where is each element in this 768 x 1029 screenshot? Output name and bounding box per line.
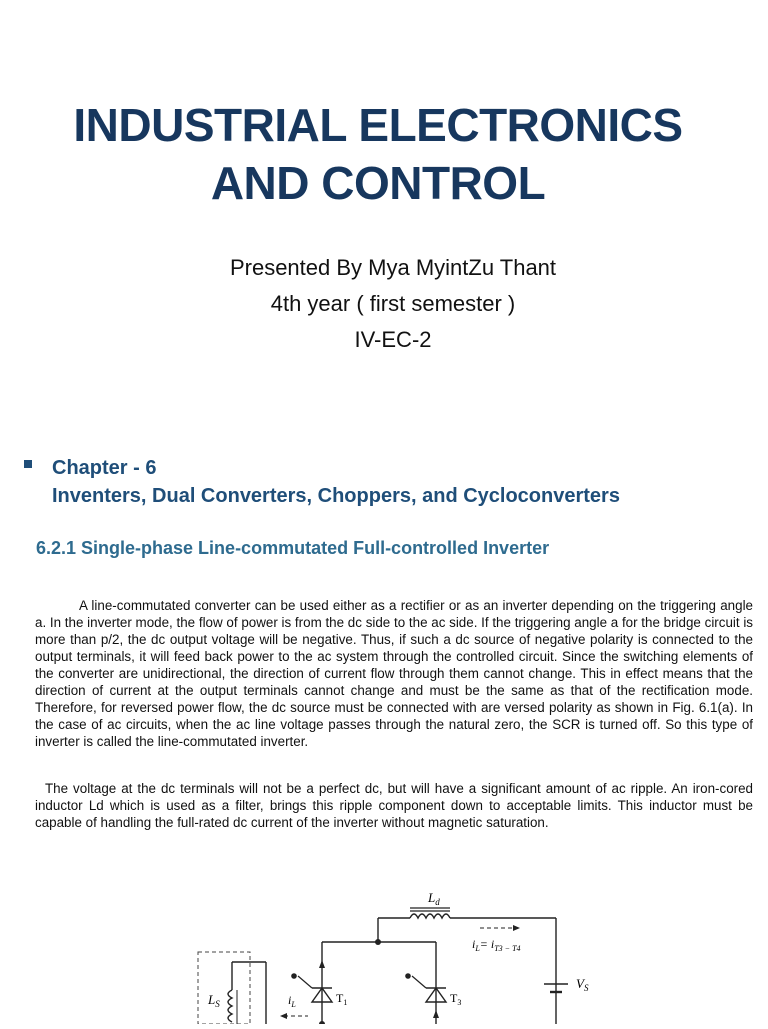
presenter-name: Presented By Mya MyintZu Thant — [229, 255, 557, 280]
chapter-topics: Inventers, Dual Converters, Choppers, and Cycloconverters — [52, 485, 620, 507]
thyristor-t1 — [291, 973, 332, 1002]
title-line-1: INDUSTRIAL ELECTRONICS — [73, 99, 683, 151]
circuit-figure — [180, 890, 594, 1024]
title-line-2: AND CONTROL — [210, 157, 546, 209]
label-t1: $T_1$ — [336, 991, 348, 1007]
paragraph-2: The voltage at the dc terminals will not be a perfect dc, but will have a significant amount of ac ripple. An iron-cored inductor Ld which is used as a filter, brings this ripple component down to acceptable limits. This inductor must be capable of handling the full-rated dc current of the inverter without magnetic saturation. — [35, 781, 753, 830]
inductor-ls — [228, 962, 237, 1024]
label-vs: $V_S$ — [576, 976, 589, 993]
section-heading: 6.2.1 Single-phase Line-commutated Full-controlled Inverter — [36, 538, 550, 558]
label-t3: $T_3$ — [450, 991, 462, 1007]
bullet-square-icon — [24, 460, 32, 468]
slide-title — [0, 96, 756, 212]
junction-dot — [375, 939, 381, 945]
thyristor-t3 — [405, 973, 446, 1002]
ac-source-box — [198, 952, 250, 1024]
label-ls: $L_S$ — [208, 992, 220, 1009]
presenter-block — [0, 250, 768, 358]
label-il-eq: $i_L= i_{T3 - T4}$ — [472, 937, 521, 953]
label-ld: $L_d$ — [428, 890, 440, 907]
presenter-year: 4th year ( first semester ) — [270, 291, 516, 316]
inverter-circuit-diagram — [180, 890, 594, 1024]
presenter-class: IV-EC-2 — [354, 327, 432, 352]
chapter-bullet-item — [24, 454, 620, 510]
label-il: $i_L$ — [288, 993, 296, 1009]
paragraph-1: A line-commutated converter can be used either as a rectifier or as an inverter depending on the triggering angle a. In the inverter mode, the flow of power is from the dc side to the ac side. If the triggering angle a for the bridge circuit is more than p/2, the dc output voltage will be negative. Thus, if such a dc source of negative polarity is connected to the output terminals, it will feed back power to the ac system through the controlled circuit. Since the switching elements of the converter are unidirectional, the direction of current flow through them cannot change. This in effect means that the direction of current at the output terminals cannot change and must be the same as that of the rectification mode. Therefore, for reversed power flow, the dc source must be connected with are versed polarity as shown in Fig. 6.1(a). In the case of ac circuits, when the ac line voltage passes through the natural zero, the SCR is turned off. So this type of inverter is called the line-commutated inverter. — [35, 598, 753, 749]
chapter-number: Chapter - 6 — [52, 457, 157, 479]
inductor-ld — [410, 908, 450, 918]
